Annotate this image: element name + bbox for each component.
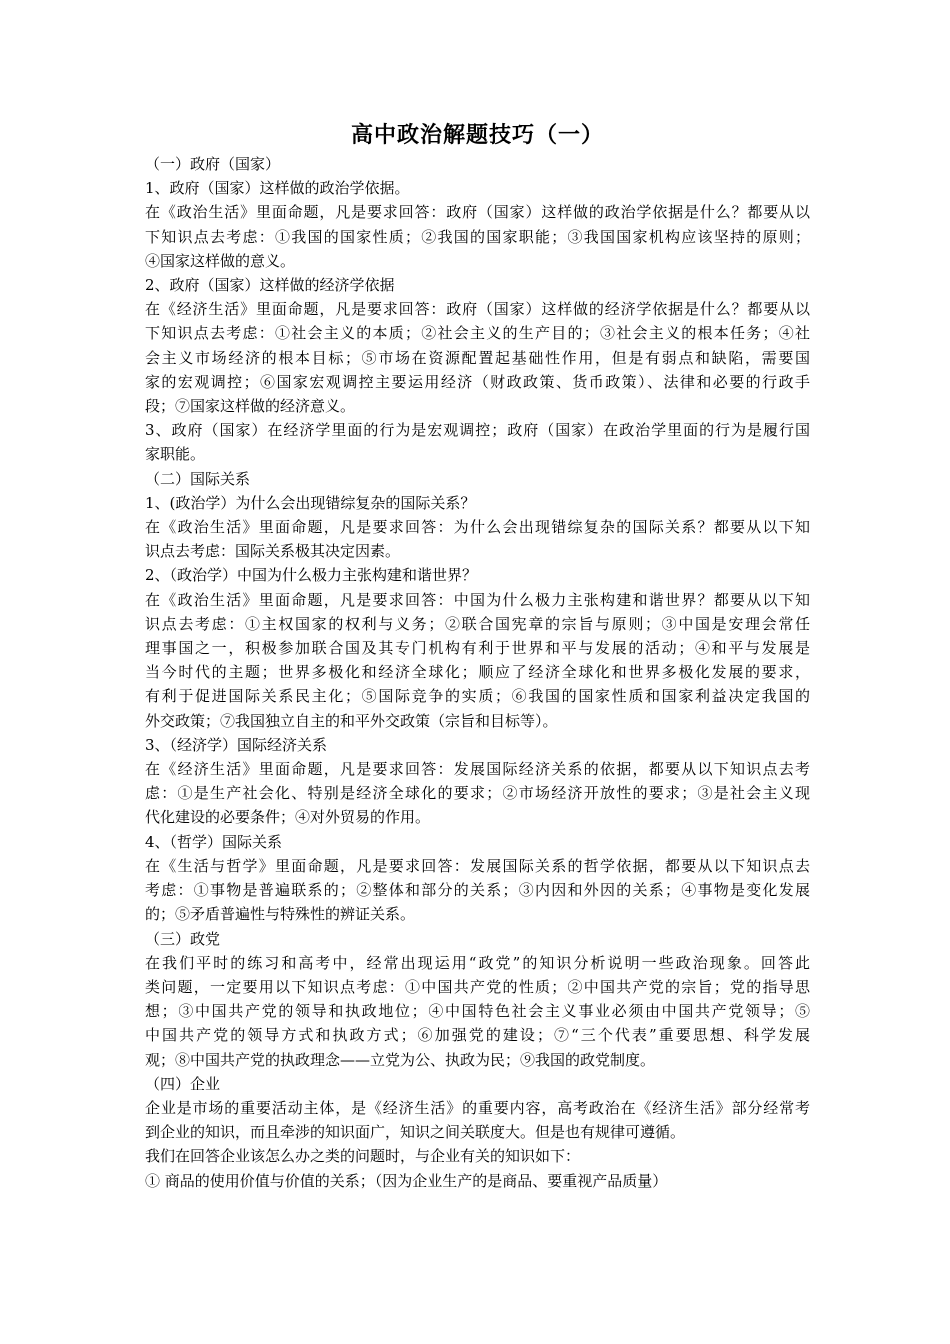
text-line: ① 商品的使用价值与价值的关系；（因为企业生产的是商品、要重视产品质量） — [145, 1171, 668, 1190]
text-line: 有利于促进国际关系民主化；⑤国际竞争的实质；⑥我国的国家性质和国家利益决定我国的 — [145, 687, 810, 706]
text-line: （四）企业 — [145, 1074, 221, 1093]
text-line: 在《政治生活》里面命题，凡是要求回答：中国为什么极力主张构建和谐世界？都要从以下知 — [145, 590, 810, 609]
text-line: 在《生活与哲学》里面命题，凡是要求回答：发展国际关系的哲学依据，都要从以下知识点去 — [145, 856, 810, 875]
text-line: 4、（哲学）国际关系 — [145, 832, 283, 851]
text-line: 理事国之一，积极参加联合国及其专门机构有利于世界和平与发展的活动；④和平与发展是 — [145, 639, 810, 658]
text-line: 3、政府（国家）在经济学里面的行为是宏观调控；政府（国家）在政治学里面的行为是履行国 — [145, 421, 810, 440]
document-body — [145, 152, 810, 1193]
text-line: 观；⑧中国共产党的执政理念——立党为公、执政为民；⑨我国的政党制度。 — [145, 1050, 656, 1069]
text-line: 外交政策；⑦我国独立自主的和平外交政策（宗旨和目标等）。 — [145, 711, 558, 730]
text-line: 会主义市场经济的根本目标；⑤市场在资源配置起基础性作用，但是有弱点和缺陷，需要国 — [145, 348, 810, 367]
text-line: 代化建设的必要条件；④对外贸易的作用。 — [145, 808, 431, 827]
text-line: 在《政治生活》里面命题，凡是要求回答：政府（国家）这样做的政治学依据是什么？都要从以 — [145, 203, 810, 222]
text-line: 企业是市场的重要活动主体，是《经济生活》的重要内容，高考政治在《经济生活》部分经常考 — [145, 1098, 810, 1117]
text-line: 类问题，一定要用以下知识点考虑：①中国共产党的性质；②中国共产党的宗旨；党的指导思 — [145, 977, 810, 996]
text-line: 到企业的知识，而且牵涉的知识面广，知识之间关联度大。但是也有规律可遵循。 — [145, 1123, 686, 1142]
text-line: 识点去考虑：国际关系极其决定因素。 — [145, 542, 401, 561]
text-line: 2、政府（国家）这样做的经济学依据 — [145, 276, 395, 295]
text-line: 下知识点去考虑：①我国的国家性质；②我国的国家职能；③我国国家机构应该坚持的原则； — [145, 227, 810, 246]
text-line: 下知识点去考虑：①社会主义的本质；②社会主义的生产目的；③社会主义的根本任务；④社 — [145, 324, 810, 343]
text-line: 在我们平时的练习和高考中，经常出现运用“政党”的知识分析说明一些政治现象。回答此 — [145, 953, 810, 972]
text-line: 家的宏观调控；⑥国家宏观调控主要运用经济（财政政策、货币政策）、法律和必要的行政手 — [145, 372, 810, 391]
text-line: 段；⑦国家这样做的经济意义。 — [145, 397, 356, 416]
text-line: ④国家这样做的意义。 — [145, 251, 296, 270]
text-line: 我们在回答企业该怎么办之类的问题时，与企业有关的知识如下： — [145, 1147, 581, 1166]
text-line: （三）政党 — [145, 929, 221, 948]
text-line: 中国共产党的领导方式和执政方式；⑥加强党的建设；⑦“三个代表”重要思想、科学发展 — [145, 1026, 810, 1045]
text-line: 1、(政治学）为什么会出现错综复杂的国际关系？ — [145, 493, 476, 512]
text-line: 虑：①是生产社会化、特别是经济全球化的要求；②市场经济开放性的要求；③是社会主义现 — [145, 784, 810, 803]
text-line: 的；⑤矛盾普遍性与特殊性的辨证关系。 — [145, 905, 416, 924]
document-title: 高中政治解题技巧（一） — [350, 122, 604, 148]
text-line: 家职能。 — [145, 445, 206, 464]
text-line: 想；③中国共产党的领导和执政地位；④中国特色社会主义事业必须由中国共产党领导；⑤ — [145, 1002, 810, 1021]
text-line: 2、（政治学）中国为什么极力主张构建和谐世界？ — [145, 566, 478, 585]
text-line: 在《政治生活》里面命题，凡是要求回答：为什么会出现错综复杂的国际关系？都要从以下知 — [145, 518, 810, 537]
text-line: （二）国际关系 — [145, 469, 251, 488]
text-line: 识点去考虑：①主权国家的权利与义务；②联合国宪章的宗旨与原则；③中国是安理会常任 — [145, 614, 810, 633]
text-line: 考虑：①事物是普遍联系的；②整体和部分的关系；③内因和外因的关系；④事物是变化发展 — [145, 881, 810, 900]
text-line: （一）政府（国家） — [145, 155, 281, 173]
document-page — [145, 118, 810, 1193]
text-line: 在《经济生活》里面命题，凡是要求回答：发展国际经济关系的依据，都要从以下知识点去考 — [145, 760, 810, 779]
text-line: 在《经济生活》里面命题，凡是要求回答：政府（国家）这样做的经济学依据是什么？都要从以 — [145, 300, 810, 319]
text-line: 1、政府（国家）这样做的政治学依据。 — [145, 179, 410, 198]
text-line: 当今时代的主题；世界多极化和经济全球化；顺应了经济全球化和世界多极化发展的要求， — [145, 663, 810, 682]
text-line: 3、（经济学）国际经济关系 — [145, 735, 328, 754]
